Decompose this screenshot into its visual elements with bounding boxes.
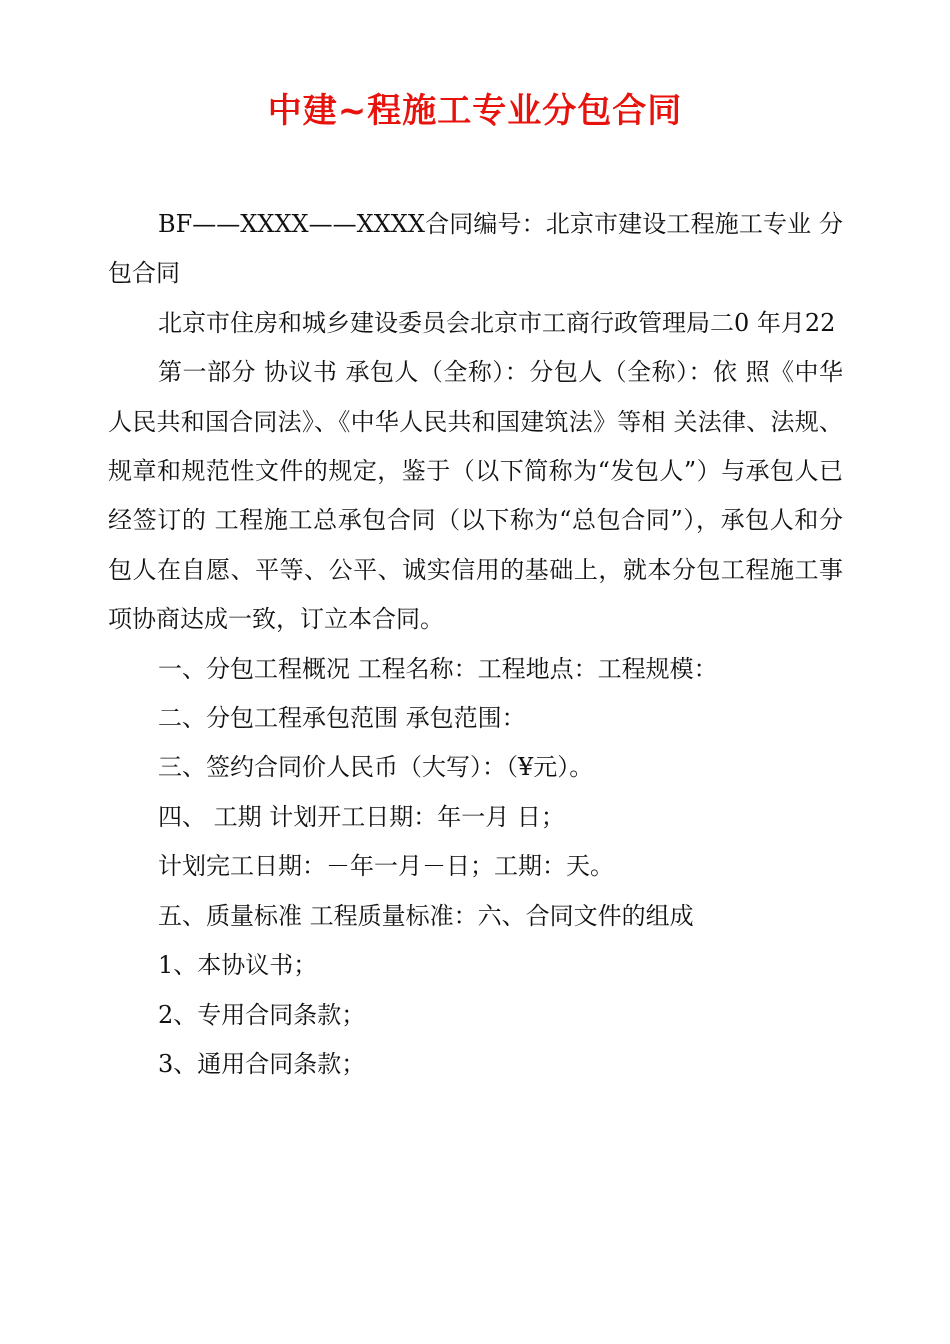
list-item: 3、通用合同条款；	[158, 1049, 366, 1078]
agreement-intro-paragraph: 第一部分 协议书 承包人（全称）：分包人（全称）：依 照《中华人民共和国合同法》、《中华人民共和国建筑法》等相 关法律、法规、规章和规范性文件的规定，鉴于（以下简称为“发包人”）与承包人已经签订的 工程施工总承包合同（以下称为“总包合同”），承包人和分包人在自愿、平等、公平、诚实信用的基础上，就本分包工程施工事项协商达成一致，订立本合同。	[108, 358, 843, 634]
list-item: 2、专用合同条款；	[158, 1000, 366, 1029]
list-item: 1、本协议书；	[158, 951, 318, 980]
document-body	[108, 200, 843, 1089]
section-quality: 五、质量标准 工程质量标准：六、合同文件的组成	[158, 901, 694, 930]
section-schedule: 四、 工期 计划开工日期：年一月 日；	[158, 802, 565, 831]
issuer-paragraph: 北京市住房和城乡建设委员会北京市工商行政管理局二0 年月22	[158, 308, 836, 337]
contract-number-paragraph: BF——XXXX——XXXX合同编号：北京市建设工程施工专业 分包合同	[108, 210, 843, 288]
schedule-completion-line: 计划完工日期：－年一月－日；工期：天。	[158, 852, 614, 881]
section-overview: 一、分包工程概况 工程名称：工程地点：工程规模：	[158, 654, 718, 683]
section-scope: 二、分包工程承包范围 承包范围：	[158, 704, 526, 733]
section-contract-price: 三、签约合同价人民币（大写）：（¥元）。	[158, 753, 594, 782]
document-title: 中建~程施工专业分包合同	[267, 91, 683, 131]
